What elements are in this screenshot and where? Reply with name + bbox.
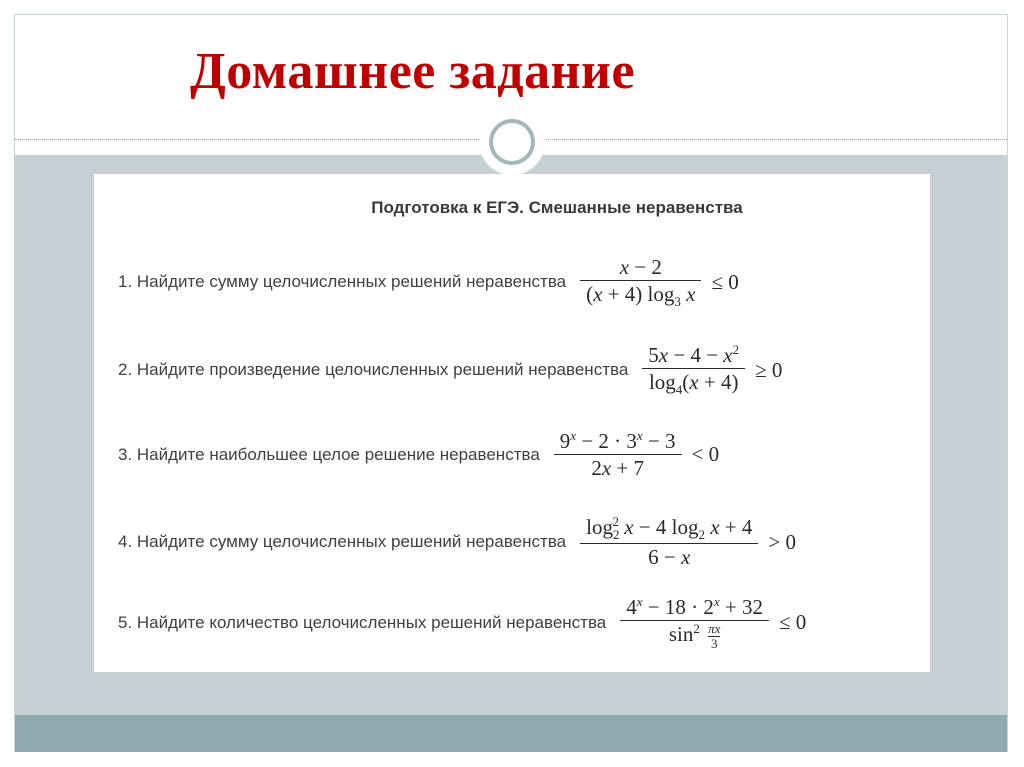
problem-5-formula: $4^x - 18 \cdot 2^x + 32$ $\sin^2$ $\frac{\pi x}{3}$ ≤ 0	[614, 594, 806, 651]
circle-ring-icon	[479, 109, 545, 175]
problem-4	[118, 514, 796, 571]
problem-1-text: 1. Найдите сумму целочисленных решений неравенства	[118, 272, 567, 292]
problem-2-text: 2. Найдите произведение целочисленных решений неравенства	[118, 360, 629, 380]
footer-band	[15, 715, 1007, 752]
homework-card	[94, 174, 930, 672]
card-heading: Подготовка к ЕГЭ. Смешанные неравенства	[371, 198, 743, 217]
problem-5	[118, 594, 806, 651]
problem-1-formula: $\frac{x - 2}{(x + 4) \log_3 x}$ ≤ 0	[574, 254, 739, 311]
problem-5-text: 5. Найдите количество целочисленных решений неравенства	[118, 612, 607, 632]
problem-4-text: 4. Найдите сумму целочисленных решений неравенства	[118, 532, 567, 552]
problem-3	[118, 428, 719, 482]
problem-4-formula: $\frac{\log_2^2 x - 4 \log_2 x + 4}{6 - x}$ > 0	[574, 514, 796, 571]
problem-3-text: 3. Найдите наибольшее целое решение неравенства	[118, 444, 540, 464]
problem-3-formula: $\frac{9^x - 2 \cdot 3^x - 3}{2x + 7}$ < 0	[548, 428, 719, 482]
ornament-ring	[489, 119, 535, 165]
problem-2-formula: $\frac{5x - 4 - x^2}{\log_4(x + 4)}$ ≥ 0	[636, 342, 782, 399]
problem-2	[118, 342, 782, 399]
problem-1	[118, 254, 739, 311]
slide-title: Домашнее задание	[190, 43, 636, 100]
